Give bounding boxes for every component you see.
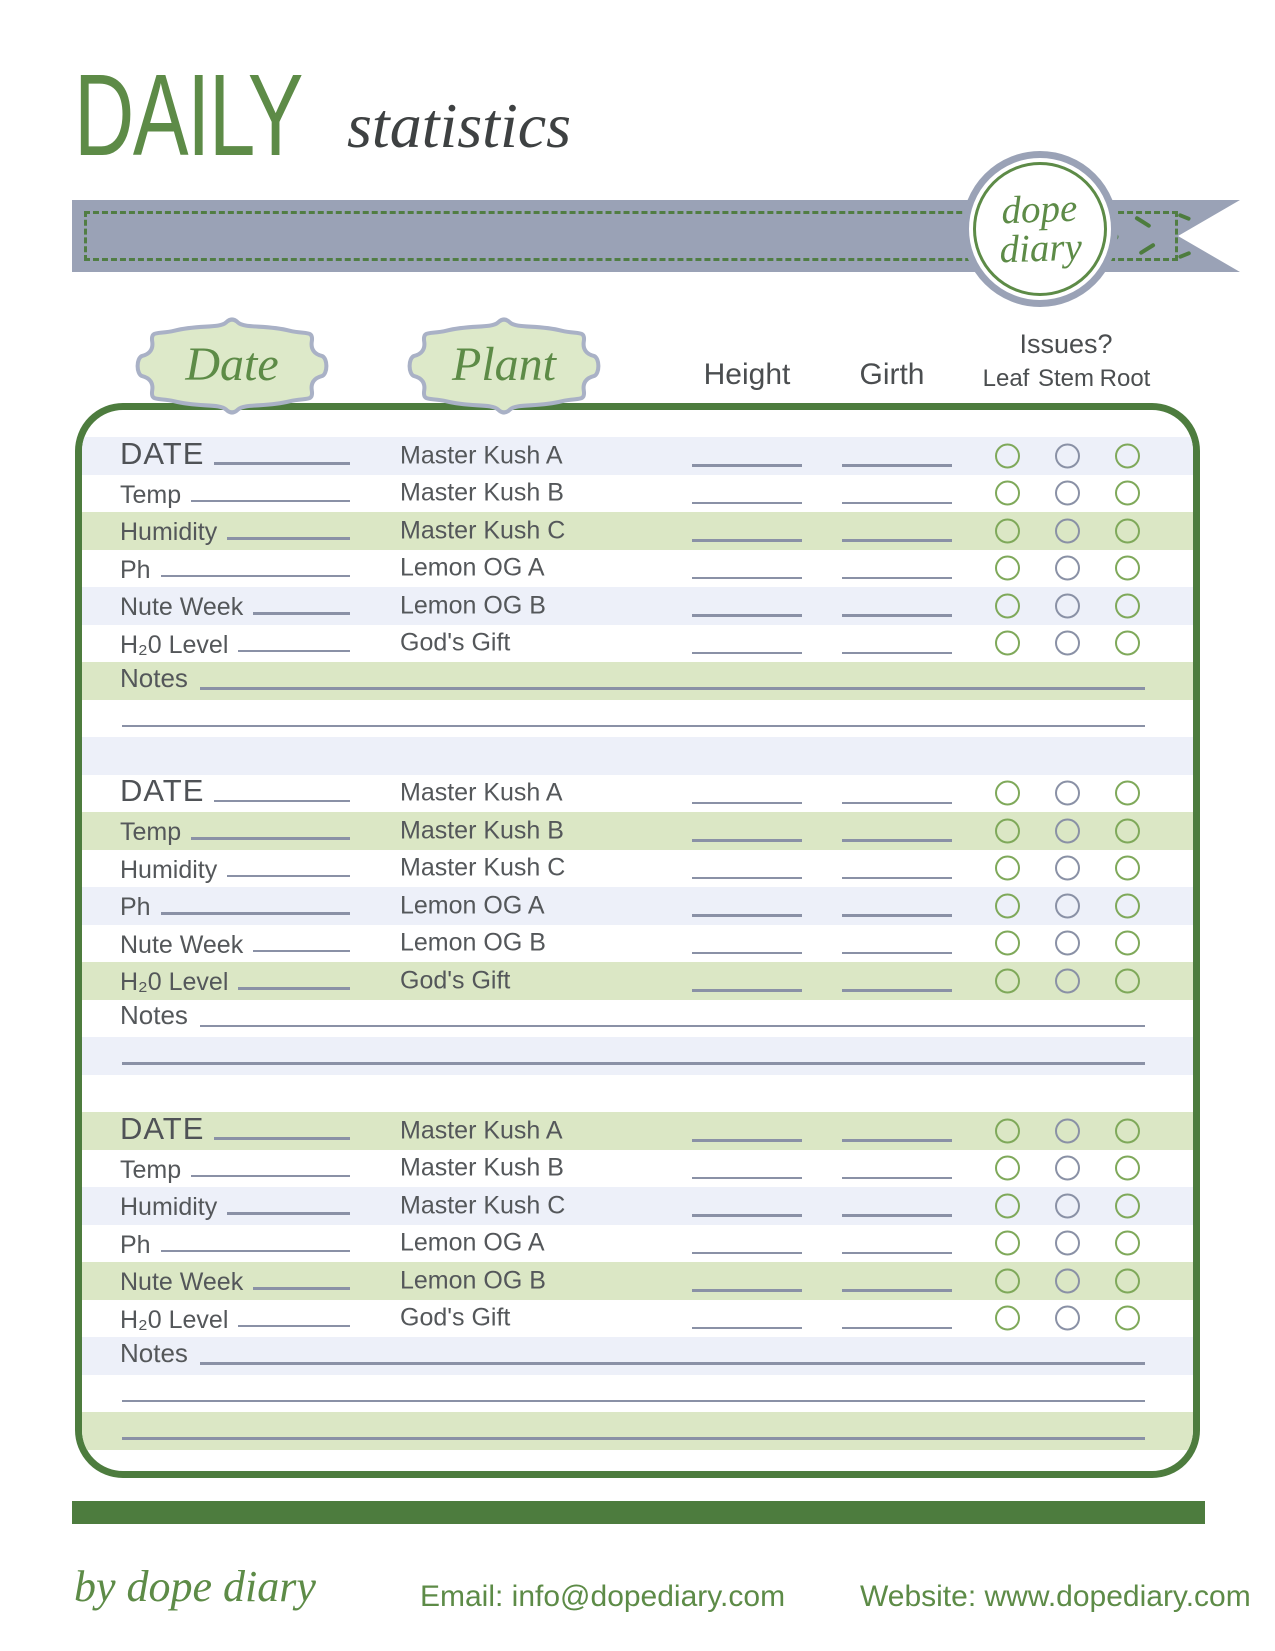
girth-write-line[interactable]	[842, 1289, 952, 1292]
label-write-line[interactable]	[191, 837, 350, 840]
stem-issue-circle[interactable]	[1055, 931, 1080, 956]
stem-issue-circle[interactable]	[1055, 1156, 1080, 1181]
label-write-line[interactable]	[214, 1137, 350, 1140]
table-row	[82, 437, 1193, 475]
stem-issue-circle[interactable]	[1055, 781, 1080, 806]
plant-name: Lemon OG A	[400, 553, 545, 582]
notes-label: Notes	[120, 662, 188, 693]
row-label-cell	[120, 932, 350, 958]
dope-diary-logo	[962, 151, 1118, 307]
plant-name: God's Gift	[400, 1303, 511, 1332]
plant-name: Lemon OG A	[400, 891, 545, 920]
plant-name: Master Kush B	[400, 478, 564, 507]
notes-label: Notes	[120, 1337, 188, 1368]
row-label: H₂0 Level	[120, 630, 229, 659]
notes-row	[82, 662, 1193, 700]
label-write-line[interactable]	[161, 575, 350, 578]
notes-write-line[interactable]	[122, 1437, 1145, 1440]
footer-signature: by dope diary	[74, 1562, 316, 1611]
spacer-row	[82, 1075, 1193, 1113]
row-label-cell	[120, 594, 350, 620]
girth-write-line[interactable]	[842, 1252, 952, 1255]
root-issue-circle[interactable]	[1115, 781, 1140, 806]
row-label-cell	[120, 557, 350, 583]
table-row	[82, 1262, 1193, 1300]
root-issue-circle[interactable]	[1115, 556, 1140, 581]
label-write-line[interactable]	[238, 650, 350, 653]
girth-write-line[interactable]	[842, 614, 952, 617]
plant-name: Master Kush A	[400, 441, 563, 470]
row-label: Ph	[120, 1230, 151, 1259]
leaf-issue-circle[interactable]	[995, 593, 1020, 618]
row-label: Humidity	[120, 855, 218, 884]
plant-name: Lemon OG B	[400, 928, 546, 957]
label-write-line[interactable]	[253, 1287, 350, 1290]
girth-write-line[interactable]	[842, 877, 952, 880]
leaf-issue-circle[interactable]	[995, 481, 1020, 506]
table-row	[82, 850, 1193, 888]
girth-write-line[interactable]	[842, 1139, 952, 1142]
root-issue-circle[interactable]	[1115, 818, 1140, 843]
stem-issue-circle[interactable]	[1055, 518, 1080, 543]
stem-issue-circle[interactable]	[1055, 1306, 1080, 1331]
stem-issue-circle[interactable]	[1055, 1118, 1080, 1143]
height-write-line[interactable]	[692, 989, 802, 992]
label-write-line[interactable]	[238, 987, 350, 990]
height-write-line[interactable]	[692, 952, 802, 955]
root-issue-circle[interactable]	[1115, 931, 1140, 956]
row-label-cell	[120, 435, 350, 471]
label-write-line[interactable]	[191, 1175, 350, 1178]
line-row	[82, 1037, 1193, 1075]
height-write-line[interactable]	[692, 1327, 802, 1330]
girth-write-line[interactable]	[842, 914, 952, 917]
plant-name: Lemon OG A	[400, 1228, 545, 1257]
leaf-issue-circle[interactable]	[995, 818, 1020, 843]
height-write-line[interactable]	[692, 877, 802, 880]
row-label-cell	[120, 1194, 350, 1220]
notes-write-line[interactable]	[122, 725, 1145, 728]
row-label-cell	[120, 1110, 350, 1146]
girth-write-line[interactable]	[842, 839, 952, 842]
label-write-line[interactable]	[253, 950, 350, 953]
row-label-cell	[120, 519, 350, 545]
stem-issue-circle[interactable]	[1055, 556, 1080, 581]
logo-word-diary: diary	[998, 225, 1083, 272]
row-label-cell	[120, 857, 350, 883]
leaf-issue-circle[interactable]	[995, 556, 1020, 581]
girth-write-line[interactable]	[842, 502, 952, 505]
label-write-line[interactable]	[214, 800, 350, 803]
root-issue-circle[interactable]	[1115, 968, 1140, 993]
root-issue-circle[interactable]	[1115, 1156, 1140, 1181]
notes-write-line[interactable]	[200, 687, 1145, 690]
leaf-issue-circle[interactable]	[995, 1193, 1020, 1218]
plant-name: Master Kush A	[400, 1116, 563, 1145]
plant-name: Master Kush B	[400, 816, 564, 845]
root-issue-circle[interactable]	[1115, 481, 1140, 506]
page-subtitle: statistics	[347, 90, 572, 161]
girth-write-line[interactable]	[842, 802, 952, 805]
label-write-line[interactable]	[161, 912, 350, 915]
height-write-line[interactable]	[692, 1214, 802, 1217]
height-write-line[interactable]	[692, 464, 802, 467]
notes-row	[82, 1337, 1193, 1375]
plant-name: Master Kush C	[400, 516, 566, 545]
footer-website: Website: www.dopediary.com	[860, 1580, 1251, 1613]
stem-issue-circle[interactable]	[1055, 631, 1080, 656]
root-issue-circle[interactable]	[1115, 893, 1140, 918]
row-label-cell	[120, 482, 350, 508]
spacer-row	[82, 737, 1193, 775]
leaf-issue-circle[interactable]	[995, 518, 1020, 543]
plant-column-label: Plant	[452, 337, 556, 391]
issues-column-header: Issues?	[1019, 329, 1113, 359]
page-title: DAILY	[74, 50, 302, 180]
row-label-cell	[120, 969, 350, 995]
height-write-line[interactable]	[692, 1289, 802, 1292]
girth-write-line[interactable]	[842, 577, 952, 580]
leaf-issue-circle[interactable]	[995, 1306, 1020, 1331]
label-write-line[interactable]	[227, 875, 350, 878]
root-issue-circle[interactable]	[1115, 1306, 1140, 1331]
height-write-line[interactable]	[692, 1139, 802, 1142]
table-row	[82, 512, 1193, 550]
row-label: Nute Week	[120, 1268, 244, 1297]
label-write-line[interactable]	[191, 500, 350, 503]
root-issue-circle[interactable]	[1115, 518, 1140, 543]
root-issue-circle[interactable]	[1115, 631, 1140, 656]
row-label-cell	[120, 632, 350, 658]
table-row	[82, 775, 1193, 813]
row-label: Ph	[120, 893, 151, 922]
label-write-line[interactable]	[238, 1325, 350, 1328]
ribbon-dash-decoration	[1178, 213, 1191, 221]
row-label-cell	[120, 775, 350, 808]
table-row	[82, 887, 1193, 925]
leaf-issue-circle[interactable]	[995, 1231, 1020, 1256]
row-label-cell	[120, 1269, 350, 1295]
table-row	[82, 962, 1193, 1000]
table-row	[82, 550, 1193, 588]
stem-issue-circle[interactable]	[1055, 481, 1080, 506]
label-write-line[interactable]	[227, 1212, 350, 1215]
plant-name: God's Gift	[400, 966, 511, 995]
stem-column-header: Stem	[1037, 365, 1094, 392]
sheet-rows	[82, 410, 1193, 1450]
stem-issue-circle[interactable]	[1055, 1193, 1080, 1218]
girth-write-line[interactable]	[842, 1214, 952, 1217]
height-write-line[interactable]	[692, 839, 802, 842]
stem-issue-circle[interactable]	[1055, 593, 1080, 618]
row-label: Nute Week	[120, 593, 244, 622]
leaf-issue-circle[interactable]	[995, 1118, 1020, 1143]
leaf-issue-circle[interactable]	[995, 1268, 1020, 1293]
table-row	[82, 1150, 1193, 1188]
label-write-line[interactable]	[214, 462, 350, 465]
leaf-issue-circle[interactable]	[995, 968, 1020, 993]
table-row	[82, 1300, 1193, 1338]
stem-issue-circle[interactable]	[1055, 443, 1080, 468]
date-column-label: Date	[185, 337, 279, 391]
stem-issue-circle[interactable]	[1055, 893, 1080, 918]
row-label: H₂0 Level	[120, 1305, 229, 1334]
row-label-cell	[120, 819, 350, 845]
root-issue-circle[interactable]	[1115, 856, 1140, 881]
girth-write-line[interactable]	[842, 952, 952, 955]
leaf-issue-circle[interactable]	[995, 443, 1020, 468]
girth-write-line[interactable]	[842, 539, 952, 542]
stem-issue-circle[interactable]	[1055, 968, 1080, 993]
leaf-issue-circle[interactable]	[995, 631, 1020, 656]
notes-write-line[interactable]	[122, 1062, 1145, 1065]
line-row	[82, 1412, 1193, 1450]
label-write-line[interactable]	[161, 1250, 350, 1253]
row-label: Temp	[120, 1155, 182, 1184]
table-row	[82, 587, 1193, 625]
plant-name: Lemon OG B	[400, 1266, 546, 1295]
leaf-issue-circle[interactable]	[995, 1156, 1020, 1181]
notes-write-line[interactable]	[122, 1400, 1145, 1403]
plant-name: Master Kush C	[400, 853, 566, 882]
row-label: Humidity	[120, 518, 218, 547]
height-write-line[interactable]	[692, 502, 802, 505]
height-write-line[interactable]	[692, 1177, 802, 1180]
row-label-cell	[120, 1232, 350, 1258]
row-label-cell	[120, 1307, 350, 1333]
height-write-line[interactable]	[692, 614, 802, 617]
girth-write-line[interactable]	[842, 464, 952, 467]
plant-column-label-frame	[398, 314, 610, 418]
leaf-column-header: Leaf	[982, 365, 1030, 392]
row-label: Ph	[120, 555, 151, 584]
girth-write-line[interactable]	[842, 652, 952, 655]
stem-issue-circle[interactable]	[1055, 856, 1080, 881]
row-label: Nute Week	[120, 930, 244, 959]
root-issue-circle[interactable]	[1115, 1268, 1140, 1293]
row-label-cell	[120, 1157, 350, 1183]
notes-row	[82, 1000, 1193, 1038]
footer-email: Email: info@dopediary.com	[420, 1580, 786, 1613]
root-issue-circle[interactable]	[1115, 443, 1140, 468]
girth-write-line[interactable]	[842, 1177, 952, 1180]
root-column-header: Root	[1099, 365, 1151, 392]
row-label: H₂0 Level	[120, 968, 229, 997]
notes-write-line[interactable]	[200, 1025, 1145, 1028]
sheet	[75, 403, 1200, 1478]
table-row	[82, 1225, 1193, 1263]
root-issue-circle[interactable]	[1115, 1231, 1140, 1256]
table-row	[82, 812, 1193, 850]
height-column-header: Height	[703, 358, 791, 391]
plant-name: Lemon OG B	[400, 591, 546, 620]
row-label: DATE	[120, 435, 205, 471]
stem-issue-circle[interactable]	[1055, 1231, 1080, 1256]
leaf-issue-circle[interactable]	[995, 893, 1020, 918]
plant-name: Master Kush A	[400, 778, 563, 807]
logo-word-dope: dope	[1000, 186, 1078, 233]
row-label: DATE	[120, 1110, 205, 1146]
row-label: Humidity	[120, 1193, 218, 1222]
girth-column-header: Girth	[859, 358, 925, 391]
label-write-line[interactable]	[253, 612, 350, 615]
table-row	[82, 1187, 1193, 1225]
plant-name: Master Kush C	[400, 1191, 566, 1220]
height-write-line[interactable]	[692, 1252, 802, 1255]
stem-issue-circle[interactable]	[1055, 818, 1080, 843]
height-write-line[interactable]	[692, 914, 802, 917]
ribbon-dash-decoration	[1178, 251, 1191, 259]
table-row	[82, 925, 1193, 963]
label-write-line[interactable]	[227, 537, 350, 540]
table-row	[82, 475, 1193, 513]
girth-write-line[interactable]	[842, 1327, 952, 1330]
row-label: Temp	[120, 818, 182, 847]
height-write-line[interactable]	[692, 652, 802, 655]
root-issue-circle[interactable]	[1115, 593, 1140, 618]
line-row	[82, 700, 1193, 738]
plant-name: God's Gift	[400, 628, 511, 657]
notes-write-line[interactable]	[200, 1362, 1145, 1365]
leaf-issue-circle[interactable]	[995, 856, 1020, 881]
height-write-line[interactable]	[692, 802, 802, 805]
notes-label: Notes	[120, 1000, 188, 1030]
footer-divider-bar	[72, 1501, 1205, 1524]
table-row	[82, 1112, 1193, 1150]
stem-issue-circle[interactable]	[1055, 1268, 1080, 1293]
girth-write-line[interactable]	[842, 989, 952, 992]
line-row	[82, 1375, 1193, 1413]
leaf-issue-circle[interactable]	[995, 931, 1020, 956]
table-row	[82, 625, 1193, 663]
leaf-issue-circle[interactable]	[995, 781, 1020, 806]
date-column-label-frame	[126, 314, 338, 418]
row-label-cell	[120, 894, 350, 920]
height-write-line[interactable]	[692, 539, 802, 542]
row-label: DATE	[120, 773, 205, 809]
root-issue-circle[interactable]	[1115, 1193, 1140, 1218]
height-write-line[interactable]	[692, 577, 802, 580]
plant-name: Master Kush B	[400, 1153, 564, 1182]
root-issue-circle[interactable]	[1115, 1118, 1140, 1143]
row-label: Temp	[120, 480, 182, 509]
